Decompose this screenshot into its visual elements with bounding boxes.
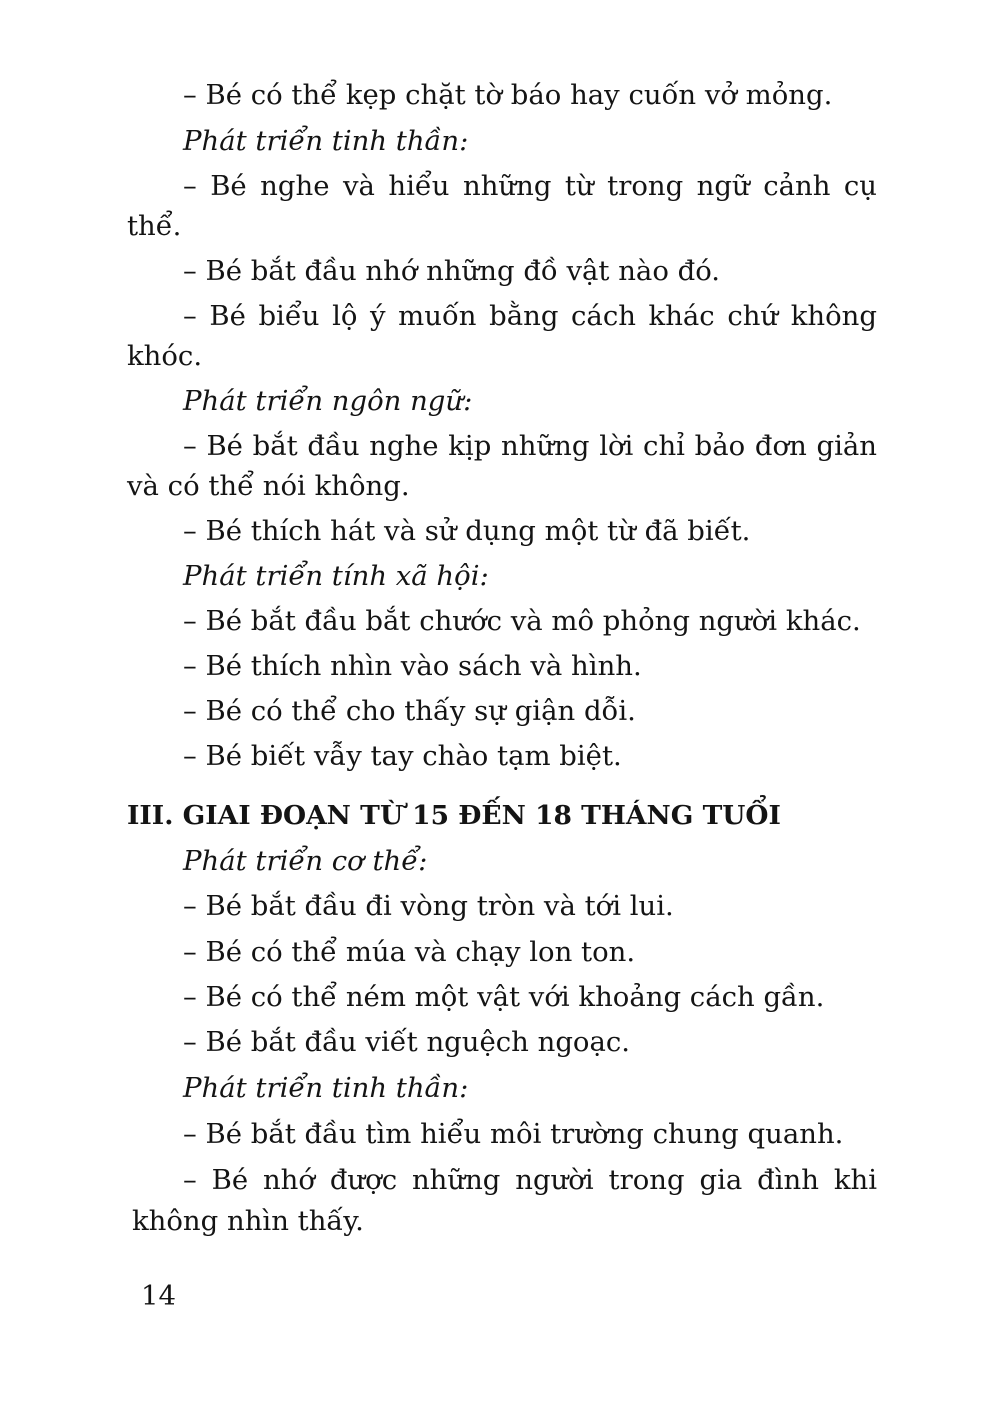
page-number: 14 xyxy=(141,1280,176,1312)
body-line: – Bé bắt đầu bắt chước và mô phỏng người khác. xyxy=(183,605,861,637)
body-line: – Bé bắt đầu nhớ những đồ vật nào đó. xyxy=(183,255,721,287)
subheading-language: Phát triển ngôn ngữ: xyxy=(183,385,473,417)
body-line: – Bé biết vẫy tay chào tạm biệt. xyxy=(183,740,622,772)
chapter-title: III. GIAI ĐOẠN TỪ 15 ĐẾN 18 THÁNG TUỔI xyxy=(127,800,781,831)
body-line: khóc. xyxy=(127,340,203,372)
body-line: thể. xyxy=(127,210,182,242)
body-line: và có thể nói không. xyxy=(127,470,410,502)
body-line: – Bé có thể múa và chạy lon ton. xyxy=(183,936,636,968)
body-line: – Bé thích hát và sử dụng một từ đã biết. xyxy=(183,515,751,547)
body-line: – Bé biểu lộ ý muốn bằng cách khác chứ không xyxy=(183,300,877,332)
body-line: – Bé bắt đầu nghe kịp những lời chỉ bảo đơn giản xyxy=(183,430,877,462)
subheading-mental-2: Phát triển tinh thần: xyxy=(183,1072,469,1104)
subheading-physical: Phát triển cơ thể: xyxy=(183,845,428,877)
body-line: – Bé có thể ném một vật với khoảng cách gần. xyxy=(183,981,825,1013)
body-line: – Bé bắt đầu tìm hiểu môi trường chung quanh. xyxy=(183,1118,844,1150)
body-line: không nhìn thấy. xyxy=(132,1205,364,1237)
subheading-social: Phát triển tính xã hội: xyxy=(183,560,489,592)
body-line: – Bé nghe và hiểu những từ trong ngữ cảnh cụ xyxy=(183,170,877,202)
body-line: – Bé có thể cho thấy sự giận dỗi. xyxy=(183,695,636,727)
body-line: – Bé có thể kẹp chặt tờ báo hay cuốn vở mỏng. xyxy=(183,79,833,111)
subheading-mental: Phát triển tinh thần: xyxy=(183,125,469,157)
body-line: – Bé bắt đầu đi vòng tròn và tới lui. xyxy=(183,890,674,922)
body-line: – Bé bắt đầu viết nguệch ngoạc. xyxy=(183,1026,631,1058)
body-line: – Bé nhớ được những người trong gia đình khi xyxy=(183,1164,877,1196)
body-line: – Bé thích nhìn vào sách và hình. xyxy=(183,650,642,682)
